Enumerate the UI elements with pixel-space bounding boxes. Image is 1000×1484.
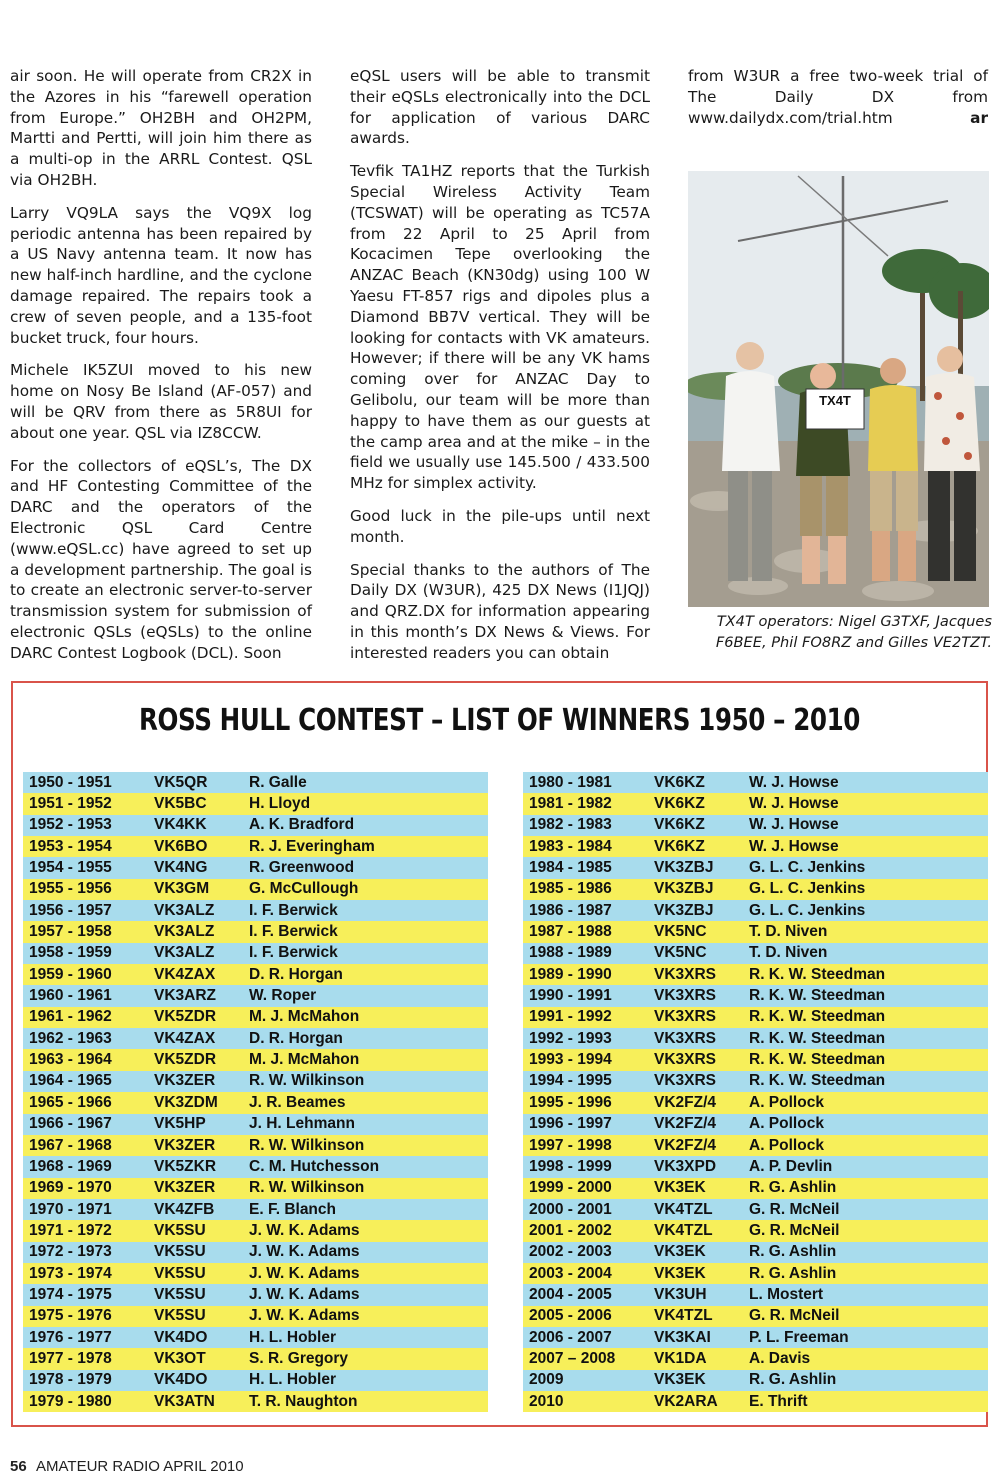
winner-callsign: VK2FZ/4 bbox=[654, 1115, 717, 1133]
winner-name: E. F. Blanch bbox=[249, 1200, 336, 1218]
winner-callsign: VK3ZBJ bbox=[654, 859, 714, 877]
winner-callsign: VK3ZDM bbox=[154, 1093, 218, 1111]
article-column-2 bbox=[350, 66, 650, 676]
winner-years: 1957 - 1958 bbox=[29, 923, 112, 941]
winner-years: 1960 - 1961 bbox=[29, 987, 112, 1005]
winner-callsign: VK3KAI bbox=[654, 1328, 711, 1346]
paragraph: air soon. He will operate from CR2X in the Azores in his “farewell operation from Europe.” OH2BH and OH2PM, Martti and Pertti, will join him there as a multi-op in the ARRL Contest. QSL via OH2BH. bbox=[10, 67, 312, 189]
winner-callsign: VK3EK bbox=[654, 1243, 706, 1261]
winner-name: R. G. Ashlin bbox=[749, 1264, 837, 1282]
table-row bbox=[23, 1156, 488, 1177]
winner-name: R. Greenwood bbox=[249, 859, 355, 877]
winner-years: 1973 - 1974 bbox=[29, 1264, 112, 1282]
winner-years: 1967 - 1968 bbox=[29, 1136, 112, 1154]
winner-years: 1997 - 1998 bbox=[529, 1136, 612, 1154]
winner-years: 1996 - 1997 bbox=[529, 1115, 612, 1133]
paragraph: For the collectors of eQSL’s, The DX and HF Contesting Committee of the DARC and the operators of the Electronic QSL Card Centre (www.eQSL.cc) have agreed to set up a development partnership. The goal is to create an electronic server-to-server transmission system for submission of electronic QSLs (eQSLs) to the online DARC Contest Logbook (DCL). Soon bbox=[10, 456, 312, 662]
winner-name: J. R. Beames bbox=[249, 1093, 346, 1111]
winner-years: 1953 - 1954 bbox=[29, 837, 112, 855]
winner-name: H. Lloyd bbox=[249, 795, 311, 813]
table-row bbox=[23, 1220, 488, 1241]
winner-years: 1962 - 1963 bbox=[29, 1029, 112, 1047]
winner-callsign: VK5SU bbox=[154, 1243, 206, 1261]
winner-name: A. P. Devlin bbox=[749, 1157, 833, 1175]
table-row bbox=[523, 1092, 988, 1113]
winner-years: 1978 - 1979 bbox=[29, 1371, 112, 1389]
winner-years: 2007 – 2008 bbox=[529, 1349, 616, 1367]
table-row bbox=[23, 1370, 488, 1391]
page-footer bbox=[10, 1458, 244, 1475]
table-row bbox=[523, 1327, 988, 1348]
winner-name: A. Pollock bbox=[749, 1093, 824, 1111]
table-row bbox=[523, 1391, 988, 1412]
publication-name: AMATEUR RADIO APRIL 2010 bbox=[36, 1458, 244, 1475]
winner-name: J. W. K. Adams bbox=[249, 1243, 360, 1261]
table-row bbox=[23, 1049, 488, 1070]
winner-callsign: VK3EK bbox=[654, 1371, 706, 1389]
winner-years: 2001 - 2002 bbox=[529, 1221, 612, 1239]
winner-years: 1995 - 1996 bbox=[529, 1093, 612, 1111]
table-row bbox=[523, 793, 988, 814]
winner-name: R. K. W. Steedman bbox=[749, 1072, 886, 1090]
table-title: ROSS HULL CONTEST – LIST OF WINNERS 1950 – 2010 bbox=[138, 703, 861, 738]
table-row bbox=[23, 900, 488, 921]
table-row bbox=[23, 964, 488, 985]
paragraph: Special thanks to the authors of The Daily DX (W3UR), 425 DX News (I1JQJ) and QRZ.DX for information appearing in this month’s DX News & Views. For interested readers you can obtain bbox=[350, 560, 650, 662]
table-row bbox=[23, 1135, 488, 1156]
winner-callsign: VK5SU bbox=[154, 1307, 206, 1325]
winner-years: 1972 - 1973 bbox=[29, 1243, 112, 1261]
winner-years: 1984 - 1985 bbox=[529, 859, 612, 877]
winner-callsign: VK4TZL bbox=[654, 1221, 713, 1239]
winner-callsign: VK5HP bbox=[154, 1115, 206, 1133]
winner-callsign: VK4DO bbox=[154, 1328, 208, 1346]
winner-callsign: VK4DO bbox=[154, 1371, 208, 1389]
winner-callsign: VK5SU bbox=[154, 1264, 206, 1282]
paragraph-text: from W3UR a free two-week trial of The Daily DX from www.dailydx.com/trial.htm bbox=[688, 67, 988, 127]
winner-years: 1981 - 1982 bbox=[529, 795, 612, 813]
winner-name: G. R. McNeil bbox=[749, 1221, 840, 1239]
winner-callsign: VK3UH bbox=[654, 1285, 707, 1303]
table-row bbox=[23, 985, 488, 1006]
table-row bbox=[23, 857, 488, 878]
winner-years: 1994 - 1995 bbox=[529, 1072, 612, 1090]
winner-years: 2004 - 2005 bbox=[529, 1285, 612, 1303]
table-row bbox=[23, 1306, 488, 1327]
winner-callsign: VK3ARZ bbox=[154, 987, 217, 1005]
winner-years: 1952 - 1953 bbox=[29, 816, 112, 834]
table-row bbox=[23, 1199, 488, 1220]
winner-callsign: VK3ZBJ bbox=[654, 901, 714, 919]
winner-years: 1961 - 1962 bbox=[29, 1008, 112, 1026]
table-row bbox=[23, 1327, 488, 1348]
winner-years: 1969 - 1970 bbox=[29, 1179, 112, 1197]
winner-callsign: VK3XRS bbox=[654, 1072, 717, 1090]
article-column-1 bbox=[10, 66, 312, 676]
winner-callsign: VK3ZER bbox=[154, 1072, 216, 1090]
paragraph: Good luck in the pile-ups until next month. bbox=[350, 506, 650, 546]
winner-callsign: VK5BC bbox=[154, 795, 207, 813]
table-row bbox=[523, 1028, 988, 1049]
winner-name: G. L. C. Jenkins bbox=[749, 880, 866, 898]
winner-name: R. K. W. Steedman bbox=[749, 987, 886, 1005]
table-row bbox=[523, 1263, 988, 1284]
winner-years: 1970 - 1971 bbox=[29, 1200, 112, 1218]
table-row bbox=[523, 1178, 988, 1199]
winner-years: 1971 - 1972 bbox=[29, 1221, 112, 1239]
table-row bbox=[23, 921, 488, 942]
winner-years: 2005 - 2006 bbox=[529, 1307, 612, 1325]
winner-callsign: VK3ZER bbox=[154, 1179, 216, 1197]
winner-years: 1958 - 1959 bbox=[29, 944, 112, 962]
winner-callsign: VK3ALZ bbox=[154, 901, 215, 919]
winner-callsign: VK3ZBJ bbox=[654, 880, 714, 898]
winner-years: 1983 - 1984 bbox=[529, 837, 612, 855]
table-row bbox=[523, 921, 988, 942]
winner-name: A. K. Bradford bbox=[249, 816, 355, 834]
winner-callsign: VK3EK bbox=[654, 1179, 706, 1197]
table-row bbox=[523, 943, 988, 964]
winner-name: H. L. Hobler bbox=[249, 1371, 336, 1389]
table-row bbox=[523, 1114, 988, 1135]
table-row bbox=[523, 1156, 988, 1177]
table-row bbox=[523, 815, 988, 836]
winner-callsign: VK1DA bbox=[654, 1349, 707, 1367]
table-row bbox=[523, 985, 988, 1006]
winner-callsign: VK3EK bbox=[654, 1264, 706, 1282]
winner-years: 1990 - 1991 bbox=[529, 987, 612, 1005]
table-row bbox=[523, 1242, 988, 1263]
winner-name: S. R. Gregory bbox=[249, 1349, 349, 1367]
winner-callsign: VK3XRS bbox=[654, 987, 717, 1005]
winner-name: E. Thrift bbox=[749, 1392, 808, 1410]
winner-name: W. Roper bbox=[249, 987, 317, 1005]
winner-name: R. W. Wilkinson bbox=[249, 1072, 365, 1090]
operators-photo bbox=[688, 171, 989, 607]
winner-callsign: VK5NC bbox=[654, 944, 707, 962]
table-row bbox=[523, 1135, 988, 1156]
table-row bbox=[523, 1284, 988, 1305]
table-row bbox=[23, 879, 488, 900]
paragraph bbox=[688, 66, 988, 128]
table-row bbox=[23, 836, 488, 857]
winner-years: 1956 - 1957 bbox=[29, 901, 112, 919]
winner-years: 1968 - 1969 bbox=[29, 1157, 112, 1175]
winners-table bbox=[11, 681, 988, 1427]
winner-callsign: VK3ZER bbox=[154, 1136, 216, 1154]
winner-years: 1993 - 1994 bbox=[529, 1051, 612, 1069]
winner-name: T. D. Niven bbox=[749, 944, 828, 962]
winner-name: W. J. Howse bbox=[749, 795, 839, 813]
winner-name: G. McCullough bbox=[249, 880, 359, 898]
winner-name: R. G. Ashlin bbox=[749, 1243, 837, 1261]
winner-callsign: VK6BO bbox=[154, 837, 208, 855]
winner-name: W. J. Howse bbox=[749, 837, 839, 855]
winner-callsign: VK3ALZ bbox=[154, 923, 215, 941]
end-mark: ar bbox=[970, 108, 988, 127]
winner-name: J. H. Lehmann bbox=[249, 1115, 355, 1133]
winner-callsign: VK5ZDR bbox=[154, 1008, 217, 1026]
winner-name: T. D. Niven bbox=[749, 923, 828, 941]
qsl-sign-text: TX4T bbox=[819, 393, 851, 408]
winner-name: J. W. K. Adams bbox=[249, 1307, 360, 1325]
winner-name: R. K. W. Steedman bbox=[749, 965, 886, 983]
winner-callsign: VK3ALZ bbox=[154, 944, 215, 962]
table-row bbox=[523, 879, 988, 900]
table-row bbox=[23, 1348, 488, 1369]
winner-callsign: VK6KZ bbox=[654, 795, 705, 813]
winner-years: 1964 - 1965 bbox=[29, 1072, 112, 1090]
winner-name: I. F. Berwick bbox=[249, 901, 338, 919]
winner-name: W. J. Howse bbox=[749, 816, 839, 834]
winner-callsign: VK4ZAX bbox=[154, 965, 216, 983]
winner-years: 2010 bbox=[529, 1392, 564, 1410]
winner-years: 1965 - 1966 bbox=[29, 1093, 112, 1111]
winner-years: 1975 - 1976 bbox=[29, 1307, 112, 1325]
winner-name: A. Pollock bbox=[749, 1136, 824, 1154]
winner-callsign: VK5ZKR bbox=[154, 1157, 217, 1175]
paragraph: Tevfik TA1HZ reports that the Turkish Special Wireless Activity Team (TCSWAT) will be operating as TC57A from 22 April to 25 April from Kocacimen Tepe overlooking the ANZAC Beach (KN30dg) using 100 W Yaesu FT-857 rigs and dipoles plus a Diamond BB7V vertical. They will be looking for contacts with VK amateurs. However; if there will be any VK hams coming over for ANZAC Day to Gelibolu, our team will be more than happy to have them as our guests at the camp area and at the mike – in the field we usually use 145.500 / 433.500 MHz for simplex activity. bbox=[350, 162, 650, 493]
winner-callsign: VK6KZ bbox=[654, 816, 705, 834]
winner-name: R. G. Ashlin bbox=[749, 1371, 837, 1389]
table-row bbox=[523, 900, 988, 921]
winner-name: R. G. Ashlin bbox=[749, 1179, 837, 1197]
winner-name: G. R. McNeil bbox=[749, 1200, 840, 1218]
table-row bbox=[523, 1370, 988, 1391]
winner-years: 1998 - 1999 bbox=[529, 1157, 612, 1175]
winner-name: R. W. Wilkinson bbox=[249, 1179, 365, 1197]
winner-callsign: VK5SU bbox=[154, 1221, 206, 1239]
winner-years: 1987 - 1988 bbox=[529, 923, 612, 941]
winner-name: J. W. K. Adams bbox=[249, 1221, 360, 1239]
winner-years: 1955 - 1956 bbox=[29, 880, 112, 898]
table-row bbox=[23, 1092, 488, 1113]
table-row bbox=[23, 1284, 488, 1305]
winner-callsign: VK3ATN bbox=[154, 1392, 215, 1410]
winner-name: M. J. McMahon bbox=[249, 1051, 360, 1069]
winner-years: 1966 - 1967 bbox=[29, 1115, 112, 1133]
table-row bbox=[523, 1049, 988, 1070]
photo-illustration bbox=[688, 171, 989, 607]
winners-list-right bbox=[523, 772, 988, 1412]
table-row bbox=[23, 943, 488, 964]
paragraph: Larry VQ9LA says the VQ9X log periodic antenna has been repaired by a US Navy antenna team. It now has new half-inch hardline, and the cyclone damage repaired. The repairs took a crew of seven people, and a 135-foot bucket truck, four hours. bbox=[10, 203, 312, 347]
table-row bbox=[523, 964, 988, 985]
winner-years: 1977 - 1978 bbox=[29, 1349, 112, 1367]
winner-name: A. Pollock bbox=[749, 1115, 824, 1133]
winner-years: 2009 bbox=[529, 1371, 564, 1389]
winner-name: R. K. W. Steedman bbox=[749, 1029, 886, 1047]
winner-callsign: VK5SU bbox=[154, 1285, 206, 1303]
winner-name: R. Galle bbox=[249, 773, 307, 791]
winner-name: A. Davis bbox=[749, 1349, 811, 1367]
winner-name: I. F. Berwick bbox=[249, 944, 338, 962]
table-row bbox=[23, 1114, 488, 1135]
winner-callsign: VK4ZFB bbox=[154, 1200, 215, 1218]
winner-years: 1988 - 1989 bbox=[529, 944, 612, 962]
winner-callsign: VK4NG bbox=[154, 859, 208, 877]
winner-name: P. L. Freeman bbox=[749, 1328, 849, 1346]
winner-callsign: VK3GM bbox=[154, 880, 210, 898]
winner-years: 2003 - 2004 bbox=[529, 1264, 612, 1282]
table-row bbox=[23, 1028, 488, 1049]
winner-years: 1991 - 1992 bbox=[529, 1008, 612, 1026]
paragraph: eQSL users will be able to transmit their eQSLs electronically into the DCL for application of various DARC awards. bbox=[350, 67, 650, 148]
winner-years: 1979 - 1980 bbox=[29, 1392, 112, 1410]
winner-name: L. Mostert bbox=[749, 1285, 824, 1303]
table-row bbox=[23, 1391, 488, 1412]
page-number: 56 bbox=[10, 1458, 27, 1475]
winner-callsign: VK3XRS bbox=[654, 1051, 717, 1069]
winner-years: 1976 - 1977 bbox=[29, 1328, 112, 1346]
winner-name: D. R. Horgan bbox=[249, 1029, 343, 1047]
winner-years: 1951 - 1952 bbox=[29, 795, 112, 813]
winner-years: 1954 - 1955 bbox=[29, 859, 112, 877]
winner-callsign: VK3XRS bbox=[654, 965, 717, 983]
winner-years: 1986 - 1987 bbox=[529, 901, 612, 919]
winner-years: 1950 - 1951 bbox=[29, 773, 112, 791]
winner-name: J. W. K. Adams bbox=[249, 1285, 360, 1303]
winner-callsign: VK4ZAX bbox=[154, 1029, 216, 1047]
table-row bbox=[523, 1220, 988, 1241]
winners-list-left bbox=[23, 772, 488, 1412]
winner-years: 2006 - 2007 bbox=[529, 1328, 612, 1346]
winner-years: 1989 - 1990 bbox=[529, 965, 612, 983]
table-row bbox=[523, 1306, 988, 1327]
table-row bbox=[523, 836, 988, 857]
winner-name: D. R. Horgan bbox=[249, 965, 343, 983]
table-row bbox=[23, 1242, 488, 1263]
winner-callsign: VK2ARA bbox=[654, 1392, 718, 1410]
winner-callsign: VK4TZL bbox=[654, 1307, 713, 1325]
winner-years: 1982 - 1983 bbox=[529, 816, 612, 834]
winner-years: 1974 - 1975 bbox=[29, 1285, 112, 1303]
winner-name: H. L. Hobler bbox=[249, 1328, 336, 1346]
article-column-3 bbox=[688, 66, 988, 140]
winner-years: 1963 - 1964 bbox=[29, 1051, 112, 1069]
winner-name: G. R. McNeil bbox=[749, 1307, 840, 1325]
table-row bbox=[523, 1199, 988, 1220]
winner-name: I. F. Berwick bbox=[249, 923, 338, 941]
winner-callsign: VK5QR bbox=[154, 773, 208, 791]
winner-callsign: VK4TZL bbox=[654, 1200, 713, 1218]
winner-callsign: VK6KZ bbox=[654, 773, 705, 791]
winner-name: R. K. W. Steedman bbox=[749, 1008, 886, 1026]
winner-years: 1959 - 1960 bbox=[29, 965, 112, 983]
table-row bbox=[23, 772, 488, 793]
winner-callsign: VK3XPD bbox=[654, 1157, 717, 1175]
table-row bbox=[23, 1263, 488, 1284]
winner-name: C. M. Hutchesson bbox=[249, 1157, 380, 1175]
table-row bbox=[23, 1178, 488, 1199]
table-row bbox=[523, 857, 988, 878]
photo-caption: TX4T operators: Nigel G3TXF, Jacques F6BEE, Phil FO8RZ and Gilles VE2TZT. bbox=[715, 613, 992, 651]
winner-years: 1985 - 1986 bbox=[529, 880, 612, 898]
table-row bbox=[523, 1007, 988, 1028]
winner-callsign: VK3XRS bbox=[654, 1008, 717, 1026]
winner-callsign: VK3XRS bbox=[654, 1029, 717, 1047]
winner-callsign: VK5NC bbox=[654, 923, 707, 941]
winner-callsign: VK2FZ/4 bbox=[654, 1136, 717, 1154]
table-row bbox=[23, 815, 488, 836]
table-row bbox=[23, 1071, 488, 1092]
winner-name: G. L. C. Jenkins bbox=[749, 901, 866, 919]
winner-callsign: VK2FZ/4 bbox=[654, 1093, 717, 1111]
winner-callsign: VK3OT bbox=[154, 1349, 206, 1367]
winner-name: T. R. Naughton bbox=[249, 1392, 358, 1410]
winner-years: 1992 - 1993 bbox=[529, 1029, 612, 1047]
table-row bbox=[523, 1348, 988, 1369]
winner-years: 2000 - 2001 bbox=[529, 1200, 612, 1218]
winner-years: 2002 - 2003 bbox=[529, 1243, 612, 1261]
table-row bbox=[523, 1071, 988, 1092]
winner-name: R. J. Everingham bbox=[249, 837, 375, 855]
winner-callsign: VK5ZDR bbox=[154, 1051, 217, 1069]
table-row bbox=[23, 1007, 488, 1028]
winner-name: G. L. C. Jenkins bbox=[749, 859, 866, 877]
winner-callsign: VK6KZ bbox=[654, 837, 705, 855]
winner-name: M. J. McMahon bbox=[249, 1008, 360, 1026]
table-row bbox=[523, 772, 988, 793]
paragraph: Michele IK5ZUI moved to his new home on Nosy Be Island (AF-057) and will be QRV from there as 5R8UI for about one year. QSL via IZ8CCW. bbox=[10, 361, 312, 442]
winner-name: J. W. K. Adams bbox=[249, 1264, 360, 1282]
winner-years: 1980 - 1981 bbox=[529, 773, 612, 791]
winner-name: W. J. Howse bbox=[749, 773, 839, 791]
winner-years: 1999 - 2000 bbox=[529, 1179, 612, 1197]
winner-name: R. K. W. Steedman bbox=[749, 1051, 886, 1069]
table-row bbox=[23, 793, 488, 814]
winner-name: R. W. Wilkinson bbox=[249, 1136, 365, 1154]
winner-callsign: VK4KK bbox=[154, 816, 207, 834]
